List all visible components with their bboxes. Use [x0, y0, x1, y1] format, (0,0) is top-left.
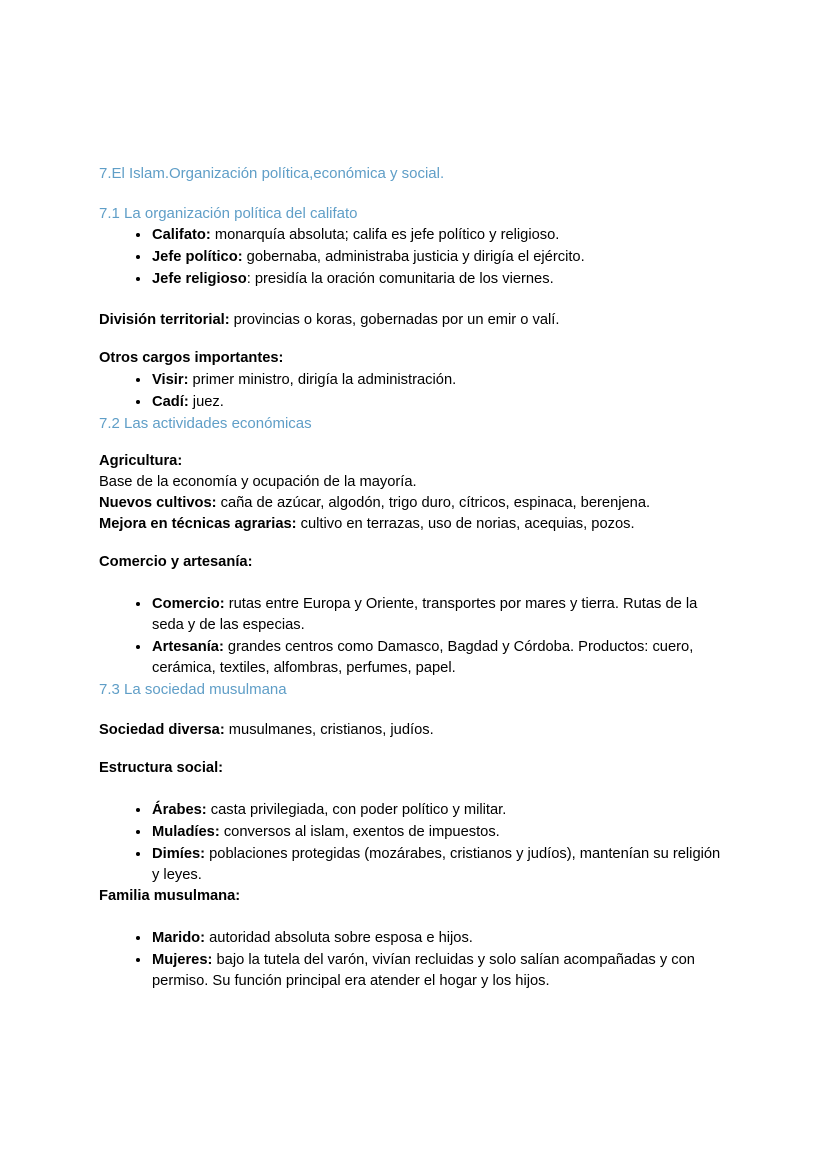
list-item — [151, 843, 730, 886]
heading-7-1: 7.1 La organización política del califato — [99, 205, 358, 222]
paragraph-nuevos-cultivos — [99, 493, 730, 514]
term-label: Comercio: — [152, 596, 225, 612]
heading-7-3: 7.3 La sociedad musulmana — [99, 681, 287, 698]
list-item — [151, 246, 730, 268]
definition-text: caña de azúcar, algodón, trigo duro, cítricos, espinaca, berenjena. — [216, 495, 651, 511]
definition-text: juez. — [188, 394, 224, 410]
list-item — [151, 927, 730, 949]
term-label: División territorial: — [99, 312, 230, 328]
subheading-estructura-social: Estructura social: — [99, 760, 224, 776]
subheading-otros-cargos: Otros cargos importantes: — [99, 350, 284, 366]
doc-title: 7.El Islam.Organización política,económica y social. — [99, 165, 445, 182]
list-item — [151, 636, 730, 679]
term-label: Nuevos cultivos: — [99, 495, 217, 511]
list-item — [151, 268, 730, 290]
definition-text: poblaciones protegidas (mozárabes, cristianos y judíos), mantenían su religión y leyes. — [152, 846, 721, 883]
definition-text: musulmanes, cristianos, judíos. — [224, 722, 434, 738]
term-label: Jefe político: — [152, 249, 243, 265]
term-label: Visir: — [152, 372, 189, 388]
definition-text: bajo la tutela del varón, vivían recluidas y solo salían acompañadas y con permiso. Su función principal era atender el hogar y los hijos. — [152, 952, 695, 989]
bullet-list-familia — [99, 927, 730, 992]
paragraph-division-territorial — [99, 310, 730, 331]
bullet-list-estructura — [99, 799, 730, 886]
bullet-list-comercio — [99, 593, 730, 679]
term-label: Sociedad diversa: — [99, 722, 225, 738]
term-label: Marido: — [152, 930, 206, 946]
term-label: Mejora en técnicas agrarias: — [99, 516, 297, 532]
definition-text: gobernaba, administraba justicia y dirigía el ejército. — [242, 249, 585, 265]
definition-text: monarquía absoluta; califa es jefe político y religioso. — [210, 227, 560, 243]
term-label: Califato: — [152, 227, 211, 243]
list-item — [151, 369, 730, 391]
bullet-list-cargos — [99, 369, 730, 413]
definition-text: casta privilegiada, con poder político y militar. — [206, 802, 507, 818]
section-politica — [99, 203, 730, 413]
subheading-agricultura: Agricultura: — [99, 453, 183, 469]
list-item — [151, 799, 730, 821]
paragraph-agricultura-base: Base de la economía y ocupación de la mayoría. — [99, 474, 417, 490]
definition-text: grandes centros como Damasco, Bagdad y Córdoba. Productos: cuero, cerámica, textiles, alfombras, perfumes, papel. — [152, 639, 694, 676]
section-sociedad — [99, 679, 730, 992]
definition-text: autoridad absoluta sobre esposa e hijos. — [205, 930, 473, 946]
term-label: Artesanía: — [152, 639, 224, 655]
heading-7-2: 7.2 Las actividades económicas — [99, 415, 312, 432]
list-item — [151, 949, 730, 992]
term-label: Jefe religioso — [152, 271, 247, 287]
subheading-familia-musulmana: Familia musulmana: — [99, 888, 241, 904]
term-label: Árabes: — [152, 802, 207, 818]
list-item — [151, 224, 730, 246]
term-label: Cadí: — [152, 394, 189, 410]
term-label: Mujeres: — [152, 952, 213, 968]
definition-text: : presidía la oración comunitaria de los viernes. — [246, 271, 554, 287]
section-economia — [99, 413, 730, 679]
definition-text: primer ministro, dirigía la administración. — [188, 372, 457, 388]
list-item — [151, 821, 730, 843]
paragraph-tecnicas-agrarias — [99, 514, 730, 535]
paragraph-sociedad-diversa — [99, 720, 730, 741]
term-label: Dimíes: — [152, 846, 206, 862]
term-label: Muladíes: — [152, 824, 220, 840]
bullet-list-califato — [99, 224, 730, 290]
definition-text: provincias o koras, gobernadas por un emir o valí. — [229, 312, 560, 328]
definition-text: rutas entre Europa y Oriente, transportes por mares y tierra. Rutas de la seda y de las especias. — [152, 596, 698, 633]
list-item — [151, 391, 730, 413]
definition-text: conversos al islam, exentos de impuestos. — [219, 824, 500, 840]
list-item — [151, 593, 730, 636]
definition-text: cultivo en terrazas, uso de norias, acequias, pozos. — [296, 516, 635, 532]
subheading-comercio-artesania: Comercio y artesanía: — [99, 554, 253, 570]
